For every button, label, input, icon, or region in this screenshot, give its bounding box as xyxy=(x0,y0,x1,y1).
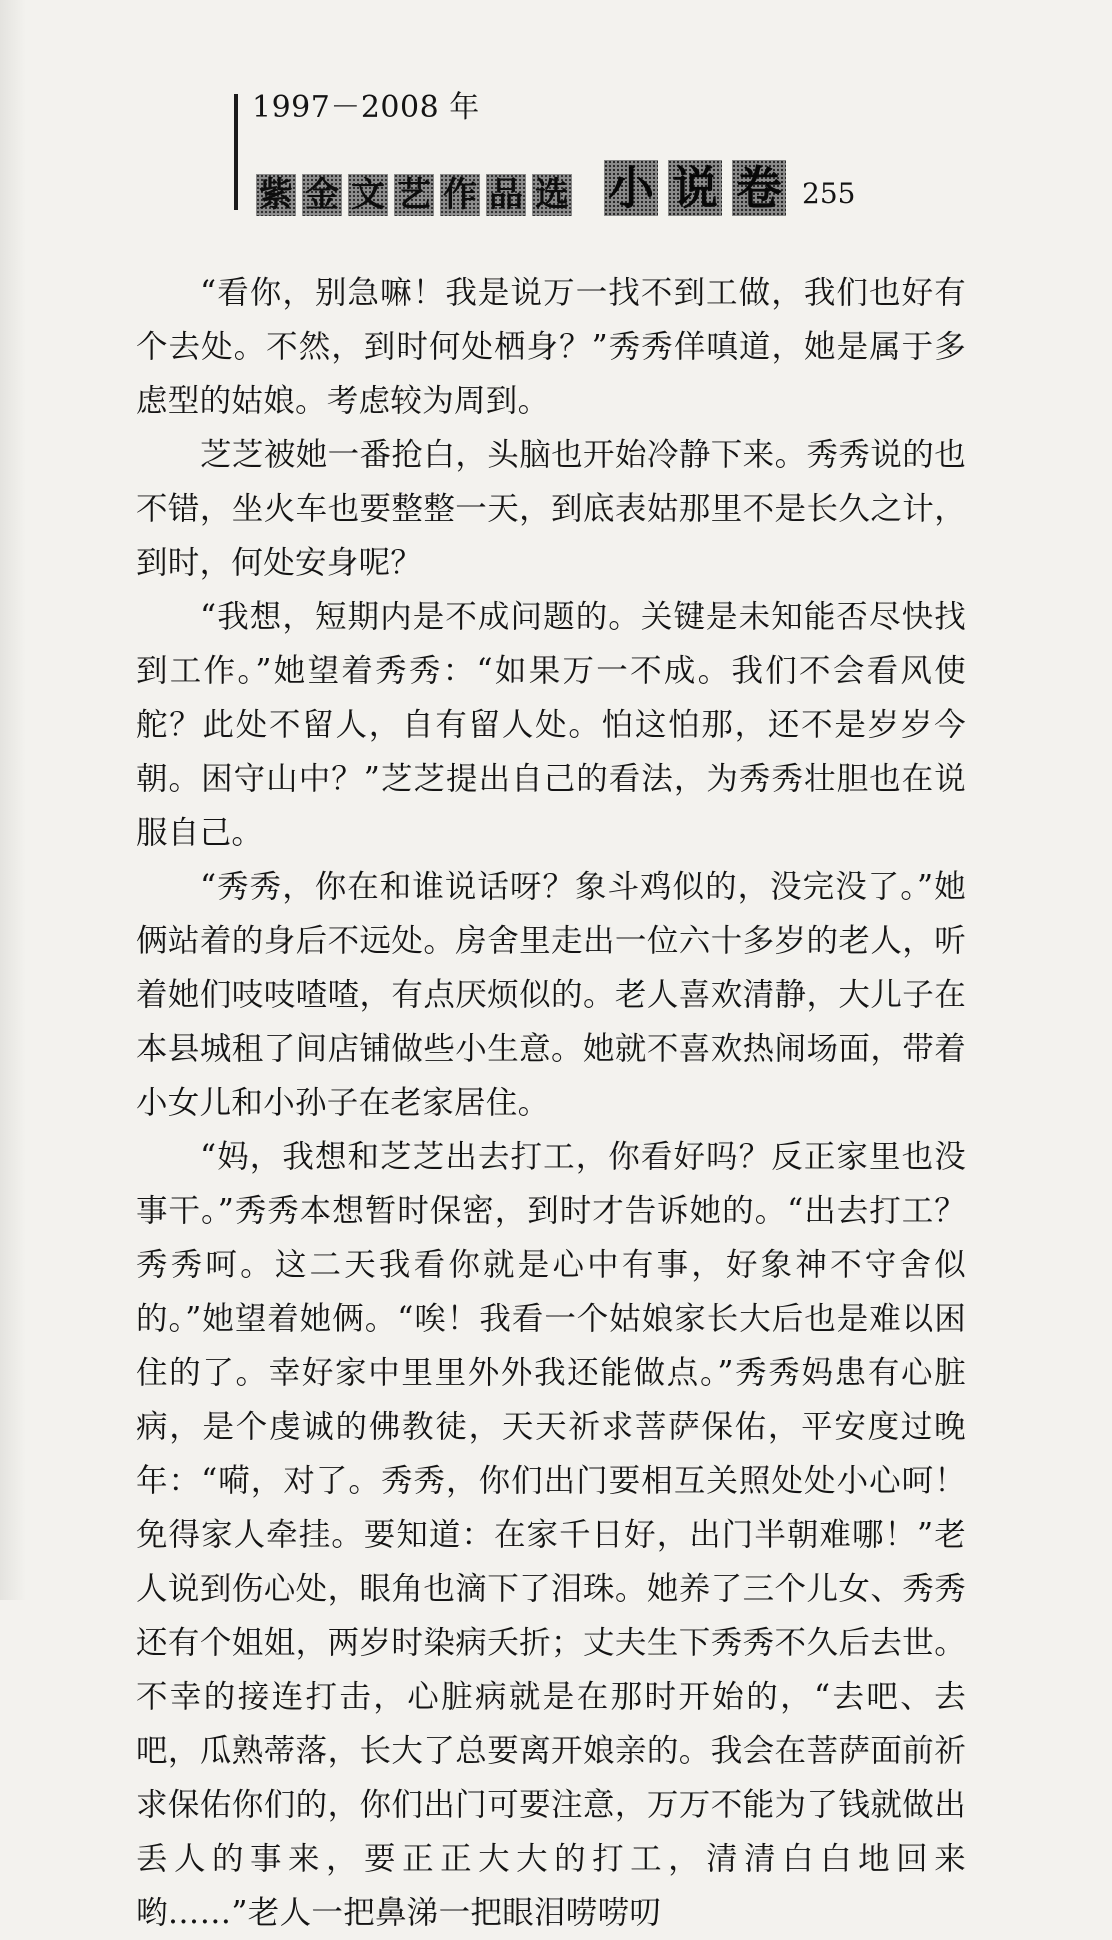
paragraph: “我想，短期内是不成问题的。关键是未知能否尽快找到工作。”她望着秀秀：“如果万一不成。我们不会看风使舵？此处不留人，自有留人处。怕这怕那，还不是岁岁今朝。困守山中？”芝芝提出自己的看法，为秀秀壮胆也在说服自己。 xyxy=(136,599,966,851)
paragraph: “妈，我想和芝芝出去打工，你看好吗？反正家里也没事干。”秀秀本想暂时保密，到时才告诉她的。“出去打工？秀秀呵。这二天我看你就是心中有事，好象神不守舍似的。”她望着她俩。“唉！我看一个姑娘家长大后也是难以困住的了。幸好家中里里外外我还能做点。”秀秀妈患有心脏病，是个虔诚的佛教徒，天天祈求菩萨保佑，平安度过晚年：“嗬，对了。秀秀，你们出门要相互关照处处小心呵！免得家人牵挂。要知道：在家千日好，出门半朝难哪！”老人说到伤心处，眼角也滴下了泪珠。她养了三个儿女、秀秀还有个姐姐，两岁时染病夭折；丈夫生下秀秀不久后去世。不幸的接连打击，心脏病就是在那时开始的，“去吧、去吧，瓜熟蒂落，长大了总要离开娘亲的。我会在菩萨面前祈求保佑你们的，你们出门可要注意，万万不能为了钱就做出丢人的事来，要正正大大的打工，清清白白地回来哟……”老人一把鼻涕一把眼泪唠唠叨 xyxy=(136,1139,966,1931)
series-title-char: 紫 xyxy=(256,174,296,216)
series-title-char: 艺 xyxy=(394,174,434,216)
header-vertical-rule xyxy=(234,94,238,210)
page-edge-shadow xyxy=(0,0,26,1600)
volume-title-char: 小 xyxy=(604,160,658,216)
series-title-char: 文 xyxy=(348,174,388,216)
paragraph: “秀秀，你在和谁说话呀？象斗鸡似的，没完没了。”她俩站着的身后不远处。房舍里走出一位六十多岁的老人，听着她们吱吱喳喳，有点厌烦似的。老人喜欢清静，大儿子在本县城租了间店铺做些小生意。她就不喜欢热闹场面，带着小女儿和小孙子在老家居住。 xyxy=(136,869,966,1121)
series-title-char: 选 xyxy=(532,174,572,216)
volume-title-char: 说 xyxy=(668,160,722,216)
header-series-title xyxy=(256,160,855,216)
series-title-char: 品 xyxy=(486,174,526,216)
paragraph: “看你，别急嘛！我是说万一找不到工做，我们也好有个去处。不然，到时何处栖身？”秀秀佯嗔道，她是属于多虑型的姑娘。考虑较为周到。 xyxy=(136,275,966,419)
series-title-char: 金 xyxy=(302,174,342,216)
body-text xyxy=(136,266,966,1940)
running-header xyxy=(234,88,954,218)
series-title-char: 作 xyxy=(440,174,480,216)
header-years: 1997－2008 年 xyxy=(252,90,480,125)
page-number: 255 xyxy=(802,177,856,210)
paragraph: 芝芝被她一番抢白，头脑也开始冷静下来。秀秀说的也不错，坐火车也要整整一天，到底表姑那里不是长久之计，到时，何处安身呢？ xyxy=(136,437,966,581)
volume-title xyxy=(604,160,796,216)
volume-title-char: 卷 xyxy=(732,160,786,216)
